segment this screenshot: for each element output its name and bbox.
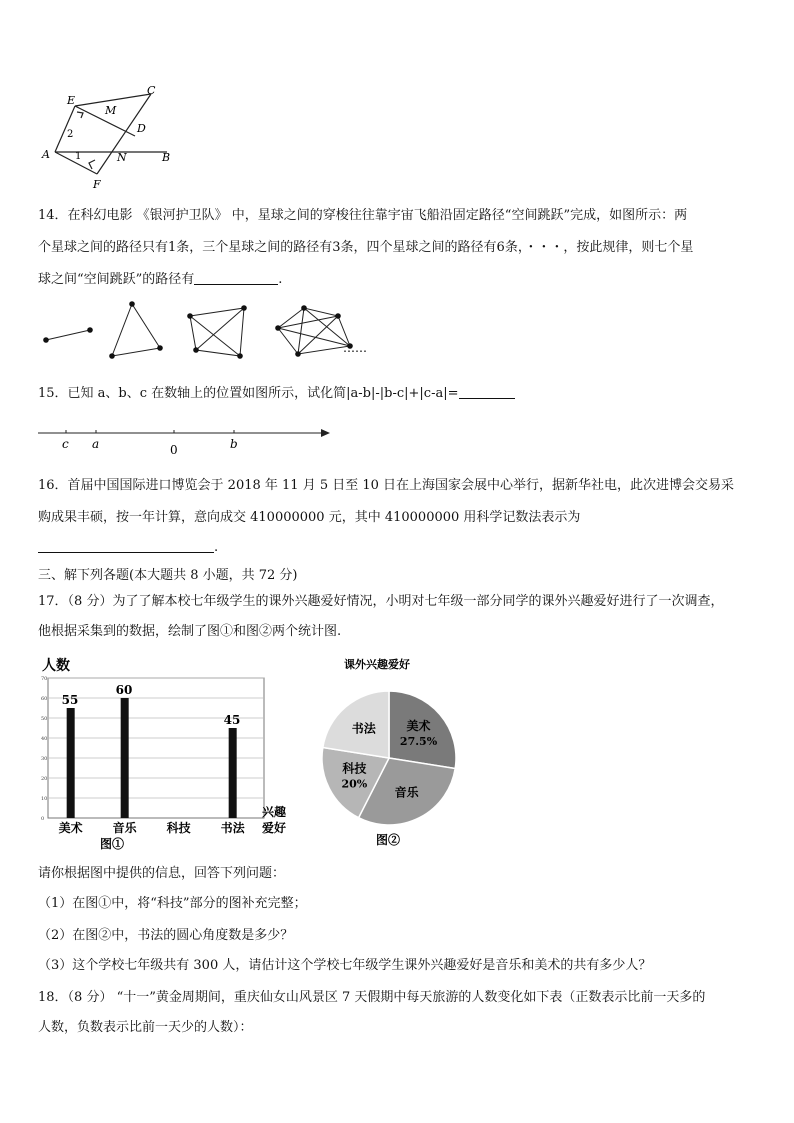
pie-slice-percent: 20%: [341, 777, 368, 791]
bar-y-tick: 20: [41, 776, 48, 782]
q14-line1: 14．在科幻电影 《银河护卫队》 中，星球之间的穿梭往往靠宇宙飞船沿固定路径“空间跳跃”完成，如图所示：两: [38, 208, 688, 223]
q15-answer-blank: [459, 384, 515, 399]
axis-label-b: b: [230, 437, 238, 451]
bar-value-label: 45: [223, 713, 241, 727]
bar-y-tick: 30: [41, 756, 48, 762]
pie-slice-label: 书法: [351, 721, 376, 736]
axis-label-0: 0: [170, 443, 178, 457]
star-path-figures: [38, 300, 398, 366]
geo-label-D: D: [137, 122, 146, 135]
geo-label-B: B: [162, 151, 171, 164]
pie-slice-percent: 27.5%: [399, 734, 438, 748]
bar-chart-ylabel: 人数: [42, 658, 70, 674]
geo-label-M: M: [105, 104, 117, 117]
q16-line3: .: [38, 538, 758, 558]
q14-line3: 球之间“空间跳跃”的路径有 .: [38, 272, 283, 287]
bar-value-label: 60: [115, 683, 133, 697]
bar-x-tick: 书法: [220, 821, 245, 835]
geo-label-1: 1: [75, 151, 82, 162]
q17-sub1: （1）在图①中，将“科技”部分的图补充完整；: [38, 896, 307, 911]
q16-answer-blank: [38, 538, 214, 553]
geo-label-N: N: [117, 151, 127, 164]
bar-y-tick: 70: [41, 676, 48, 682]
pie-slice-label: 美术: [406, 718, 431, 733]
axis-label-a: a: [92, 437, 100, 451]
q15-text: 15．已知 a、b、c 在数轴上的位置如图所示，试化简|a-b|-|b-c|+|c-a|=: [38, 384, 758, 404]
q18-line2: 人数，负数表示比前一天少的人数）：: [38, 1020, 253, 1035]
geo-label-C: C: [147, 84, 156, 97]
bar-y-tick: 40: [41, 736, 48, 742]
bar-y-tick: 60: [41, 696, 48, 702]
pie-chart-title: 课外兴趣爱好: [344, 658, 410, 671]
bar-value-label: 55: [61, 693, 79, 707]
bar-0: [67, 708, 75, 818]
geo-label-F: F: [93, 178, 101, 191]
q17-line2: 他根据采集到的数据，绘制了图①和图②两个统计图.: [38, 624, 342, 639]
q17-line1: 17．（8 分）为了了解本校七年级学生的课外兴趣爱好情况，小明对七年级一部分同学的课外兴趣爱好进行了一次调查，: [38, 594, 724, 609]
pie-slice-label: 音乐: [394, 785, 419, 800]
axis-label-c: c: [62, 437, 69, 451]
pie-slice-label: 科技: [342, 761, 367, 776]
bar-chart-xlabel-2: 爱好: [262, 821, 287, 835]
q17-intro: 请你根据图中提供的信息，回答下列问题：: [38, 866, 286, 881]
bar-chart: [38, 656, 300, 852]
star-dots: ……: [343, 341, 367, 355]
bar-x-tick: 美术: [58, 821, 83, 835]
geometry-figure: [35, 82, 185, 194]
pie-chart-caption: 图②: [376, 833, 401, 847]
geo-label-2: 2: [67, 129, 74, 140]
geo-label-E: E: [67, 94, 76, 107]
bar-y-tick: 0: [41, 816, 45, 822]
q16-line1: 16．首届中国国际进口博览会于 2018 年 11 月 5 日至 10 日在上海国家会展中心举行，据新华社电，此次进博会交易采: [38, 478, 735, 493]
bar-chart-xlabel-1: 兴趣: [262, 805, 287, 819]
q14-line2: 个星球之间的路径只有1条，三个星球之间的路径有3条，四个星球之间的路径有6条，・・・，按此规律，则七个星: [38, 240, 694, 255]
section-heading: 三、解下列各题(本大题共 8 小题，共 72 分): [38, 568, 298, 583]
q14-answer-blank: [194, 270, 278, 285]
number-line: [38, 424, 338, 460]
bar-y-tick: 50: [41, 716, 48, 722]
bar-1: [121, 698, 129, 818]
bar-y-tick: 10: [41, 796, 48, 802]
geo-label-A: A: [42, 148, 50, 161]
q17-sub2: （2）在图②中，书法的圆心角度数是多少？: [38, 928, 294, 943]
bar-x-tick: 科技: [166, 821, 191, 835]
q16-line2: 购成果丰硕，按一年计算，意向成交 410000000 元，其中 410000000 用科学记数法表示为: [38, 510, 581, 525]
bar-chart-caption: 图①: [100, 837, 125, 851]
pie-chart: [312, 654, 472, 850]
q17-sub3: （3）这个学校七年级共有 300 人，请估计这个学校七年级学生课外兴趣爱好是音乐和美术的共有多少人？: [38, 958, 652, 973]
bar-x-tick: 音乐: [112, 821, 137, 835]
q18-line1: 18．（8 分） “十一”黄金周期间，重庆仙女山风景区 7 天假期中每天旅游的人数变化如下表（正数表示比前一天多的: [38, 990, 706, 1005]
bar-3: [229, 728, 237, 818]
